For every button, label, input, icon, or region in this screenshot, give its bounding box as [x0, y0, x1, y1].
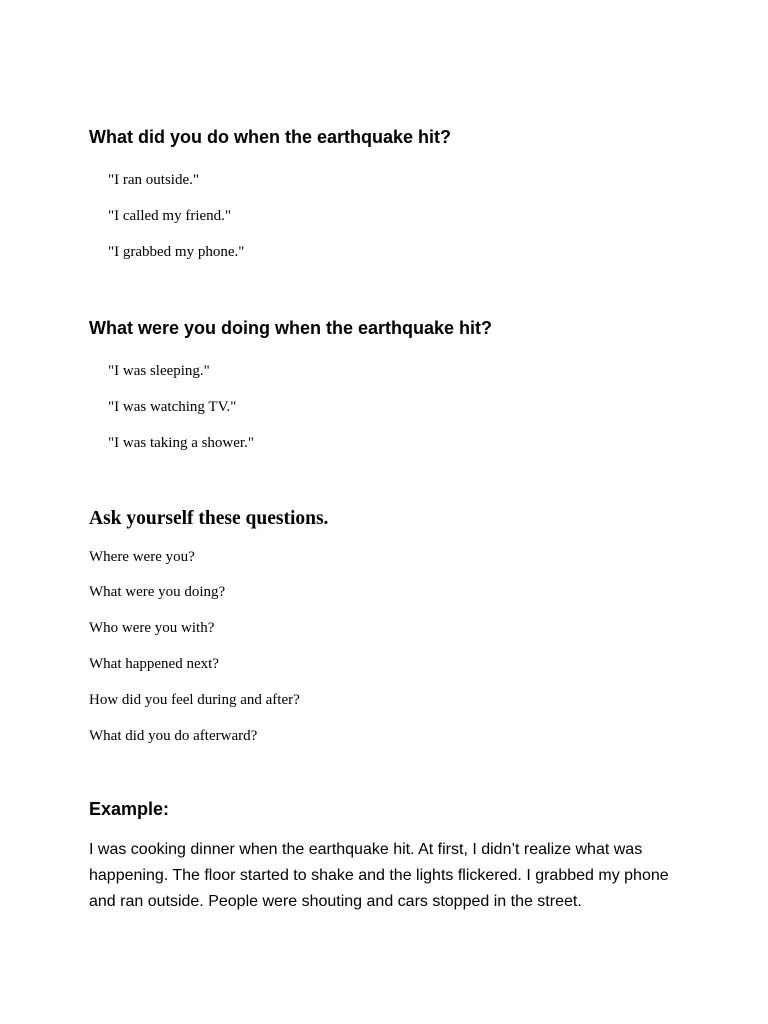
- answer-ran-outside: "I ran outside.": [108, 172, 199, 188]
- answer-taking-shower: "I was taking a shower.": [108, 435, 254, 451]
- answer-sleeping: "I was sleeping.": [108, 363, 210, 379]
- answer-called-friend: "I called my friend.": [108, 208, 232, 224]
- section-heading-did: What did you do when the earthquake hit?: [89, 127, 452, 147]
- question-what-next: What happened next?: [89, 656, 219, 672]
- question-what-doing: What were you doing?: [89, 584, 226, 600]
- example-paragraph: I was cooking dinner when the earthquake hit. At first, I didn’t realize what was happening. The floor started to shake and the lights flickered. I grabbed my phone and ran outside. People were shouting and cars stopped in the street.: [89, 841, 669, 910]
- question-how-feel: How did you feel during and after?: [89, 692, 300, 708]
- answer-grabbed-phone: "I grabbed my phone.": [108, 244, 245, 260]
- question-who-with: Who were you with?: [89, 620, 215, 636]
- question-what-afterward: What did you do afterward?: [89, 728, 258, 744]
- answer-watching-tv: "I was watching TV.": [108, 399, 237, 415]
- question-where: Where were you?: [89, 549, 195, 565]
- section-heading-were-doing: What were you doing when the earthquake hit?: [89, 318, 493, 338]
- example-heading: Example:: [89, 799, 170, 819]
- section-heading-ask-yourself: Ask yourself these questions.: [89, 508, 329, 529]
